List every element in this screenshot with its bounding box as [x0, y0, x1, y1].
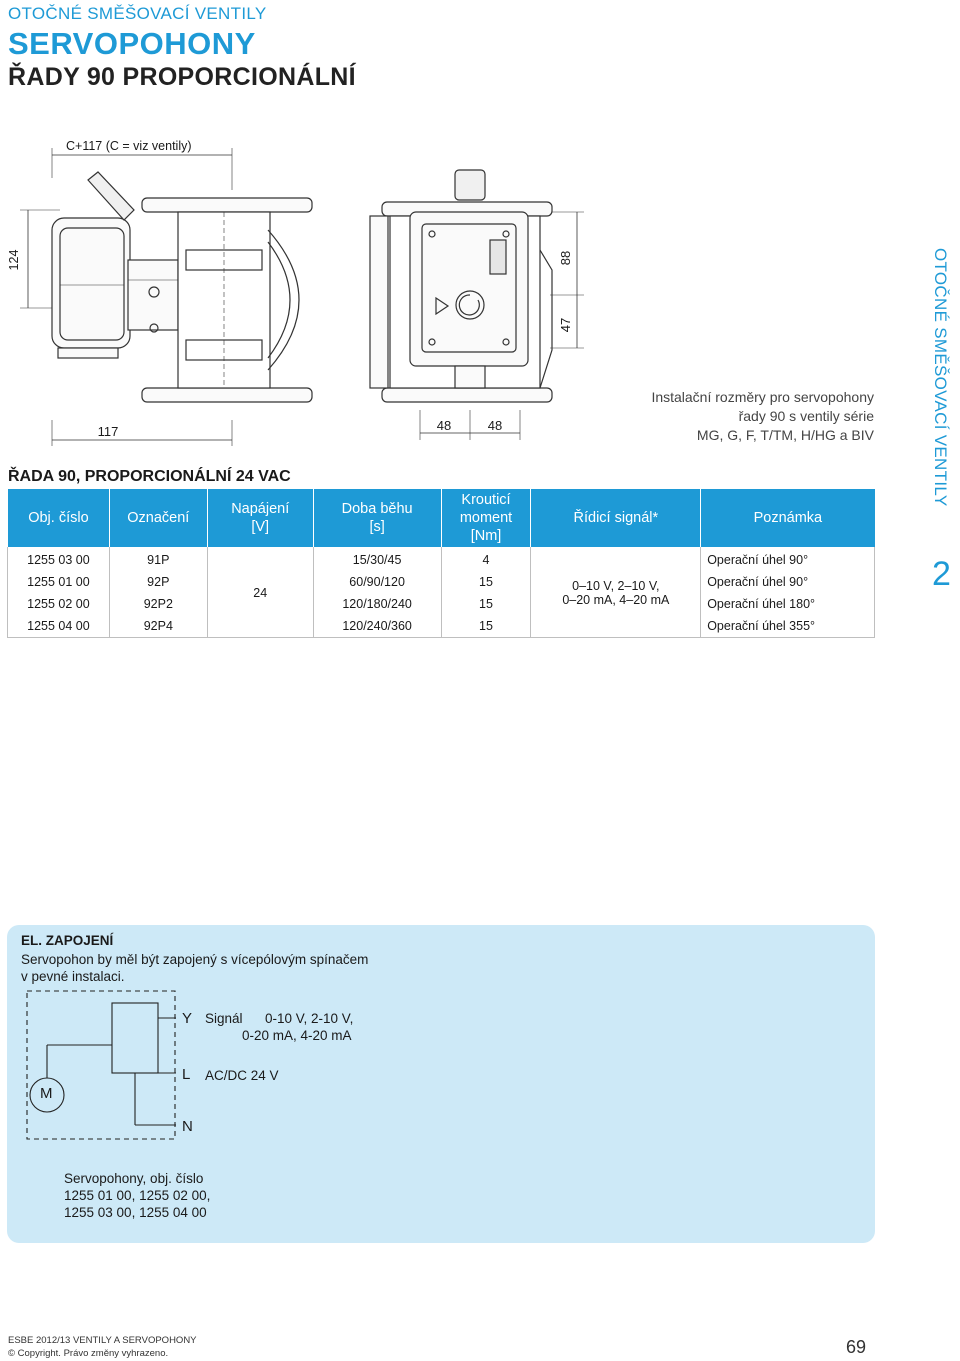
signal-value-1: 0-10 V, 2-10 V,	[265, 1011, 354, 1026]
cell-obj: 1255 01 00	[8, 571, 110, 593]
wiring-diagram	[0, 985, 400, 1145]
cell-signal-merged: 0–10 V, 2–10 V, 0–20 mA, 4–20 mA	[531, 571, 701, 615]
wiring-title: EL. ZAPOJENÍ	[21, 933, 114, 948]
dim-bottom-mid-1: 48	[436, 418, 452, 433]
cell-doba: 15/30/45	[313, 547, 441, 571]
dim-right-lower: 47	[558, 317, 573, 333]
caption-line: MG, G, F, T/TM, H/HG a BIV	[696, 427, 874, 443]
cell-signal	[531, 615, 701, 638]
table-header-row	[8, 489, 875, 547]
page-subtitle: ŘADY 90 PROPORCIONÁLNÍ	[8, 63, 356, 91]
cell-poznamka: Operační úhel 90°	[701, 547, 875, 571]
section-kicker: OTOČNÉ SMĚŠOVACÍ VENTILY	[8, 4, 267, 23]
cell-oznaceni: 92P	[109, 571, 207, 593]
table-title: ŘADA 90, PROPORCIONÁLNÍ 24 VAC	[8, 468, 291, 485]
table-row	[8, 547, 875, 571]
cell-moment: 15	[441, 615, 531, 638]
cell-doba: 60/90/120	[313, 571, 441, 593]
dim-bottom-left-label: 117	[97, 424, 119, 439]
cell-obj: 1255 04 00	[8, 615, 110, 638]
cell-poznamka: Operační úhel 90°	[701, 571, 875, 593]
header-napajeni: Napájení [V]	[207, 489, 313, 547]
cell-signal	[531, 547, 701, 571]
signal-value-2: 0-20 mA, 4-20 mA	[242, 1028, 352, 1043]
dim-top-label: C+117 (C = viz ventily)	[66, 139, 192, 153]
header-oznaceni: Označení	[109, 489, 207, 547]
chapter-number: 2	[932, 555, 951, 593]
wiring-description: Servopohon by měl být zapojený s vícepólovým spínačem v pevné instalaci.	[21, 952, 369, 984]
table-row	[8, 571, 875, 593]
signal-label: Signál	[205, 1011, 243, 1026]
cell-oznaceni: 92P4	[109, 615, 207, 638]
cell-moment: 15	[441, 571, 531, 593]
cell-doba: 120/240/360	[313, 615, 441, 638]
dim-height-label: 124	[7, 249, 21, 271]
l-value: AC/DC 24 V	[205, 1068, 279, 1083]
header-signal: Řídicí signál*	[531, 489, 701, 547]
dim-right-upper: 88	[558, 250, 573, 266]
control-box	[112, 1003, 158, 1073]
cell-moment: 4	[441, 547, 531, 571]
cell-obj: 1255 03 00	[8, 547, 110, 571]
cell-napajeni	[207, 547, 313, 571]
wiring-footnote: Servopohony, obj. číslo 1255 01 00, 1255 02 00, 1255 03 00, 1255 04 00	[64, 1171, 211, 1220]
cell-oznaceni: 91P	[109, 547, 207, 571]
motor-label: M	[40, 1085, 53, 1102]
header-doba: Doba běhu [s]	[313, 489, 441, 547]
terminal-n: N	[182, 1118, 193, 1135]
cell-napajeni	[207, 615, 313, 638]
page-title: SERVOPOHONY	[8, 26, 256, 61]
footer-copyright: © Copyright. Právo změny vyhrazeno.	[8, 1348, 169, 1359]
table-row	[8, 593, 875, 615]
page-number: 69	[846, 1337, 867, 1357]
cell-napajeni-merged: 24	[207, 571, 313, 615]
cell-doba: 120/180/240	[313, 593, 441, 615]
caption-line: Instalační rozměry pro servopohony	[651, 389, 874, 405]
header-moment: Krouticí moment [Nm]	[441, 489, 531, 547]
page-footer	[8, 1334, 197, 1360]
cell-oznaceni: 92P2	[109, 593, 207, 615]
cell-moment: 15	[441, 593, 531, 615]
drawing-caption	[574, 388, 874, 445]
side-tab-label: OTOČNÉ SMĚŠOVACÍ VENTILY	[931, 248, 950, 507]
cell-obj: 1255 02 00	[8, 593, 110, 615]
spec-table	[7, 489, 875, 638]
cell-poznamka: Operační úhel 180°	[701, 593, 875, 615]
terminal-y: Y	[182, 1010, 193, 1027]
header-obj: Obj. číslo	[8, 489, 110, 547]
dim-bottom-mid-2: 48	[487, 418, 503, 433]
cell-poznamka: Operační úhel 355°	[701, 615, 875, 638]
header-poznamka: Poznámka	[701, 489, 875, 547]
table-row	[8, 615, 875, 638]
terminal-l: L	[182, 1066, 191, 1083]
footer-line: ESBE 2012/13 VENTILY A SERVOPOHONY	[8, 1335, 197, 1346]
caption-line: řady 90 s ventily série	[738, 408, 874, 424]
